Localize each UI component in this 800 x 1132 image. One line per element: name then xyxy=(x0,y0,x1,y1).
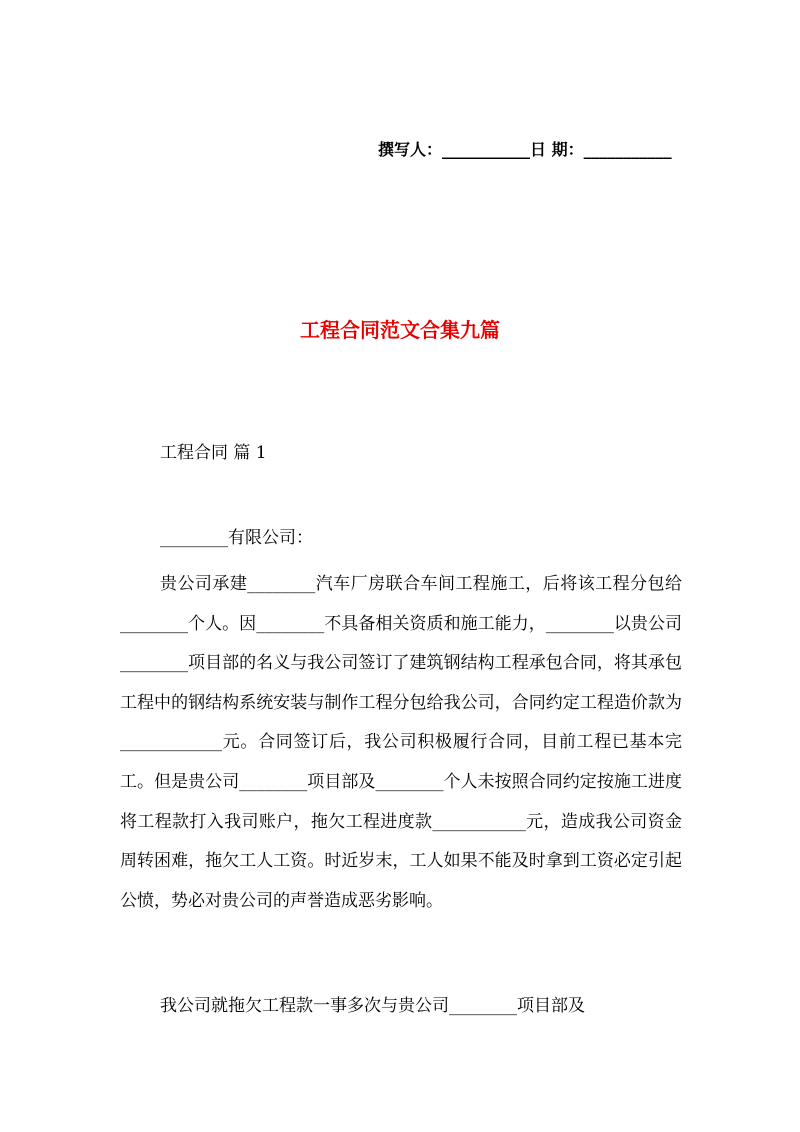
document-title: 工程合同范文合集九篇 xyxy=(300,318,500,342)
author-date-line: 撰写人：___________日 期：___________ xyxy=(378,140,672,159)
body-paragraph: 我公司就拖欠工程款一事多次与贵公司________项目部及 xyxy=(160,996,585,1016)
salutation: ________有限公司： xyxy=(160,528,313,548)
section-heading: 工程合同 篇 1 xyxy=(160,443,267,463)
body-paragraph: 贵公司承建________汽车厂房联合车间工程施工，后将该工程分包给________个人。因________不具备相关资质和施工能力，________以贵公司________项目部的名义与我公司签订了建筑钢结构工程承包合同，将其承包工程中的钢结构系统安装与制作工程分包给我公司，合同约定工程造价款为____________元。合同签订后，我公司积极履行合同，目前工程已基本完工。但是贵公司________项目部及________个人未按照合同约定按施工进度将工程款打入我司账户，拖欠工程进度款___________元，造成我公司资金周转困难，拖欠工人工资。时近岁末，工人如果不能及时拿到工资必定引起公愤，势必对贵公司的声誉造成恶劣影响。 xyxy=(120,574,682,911)
